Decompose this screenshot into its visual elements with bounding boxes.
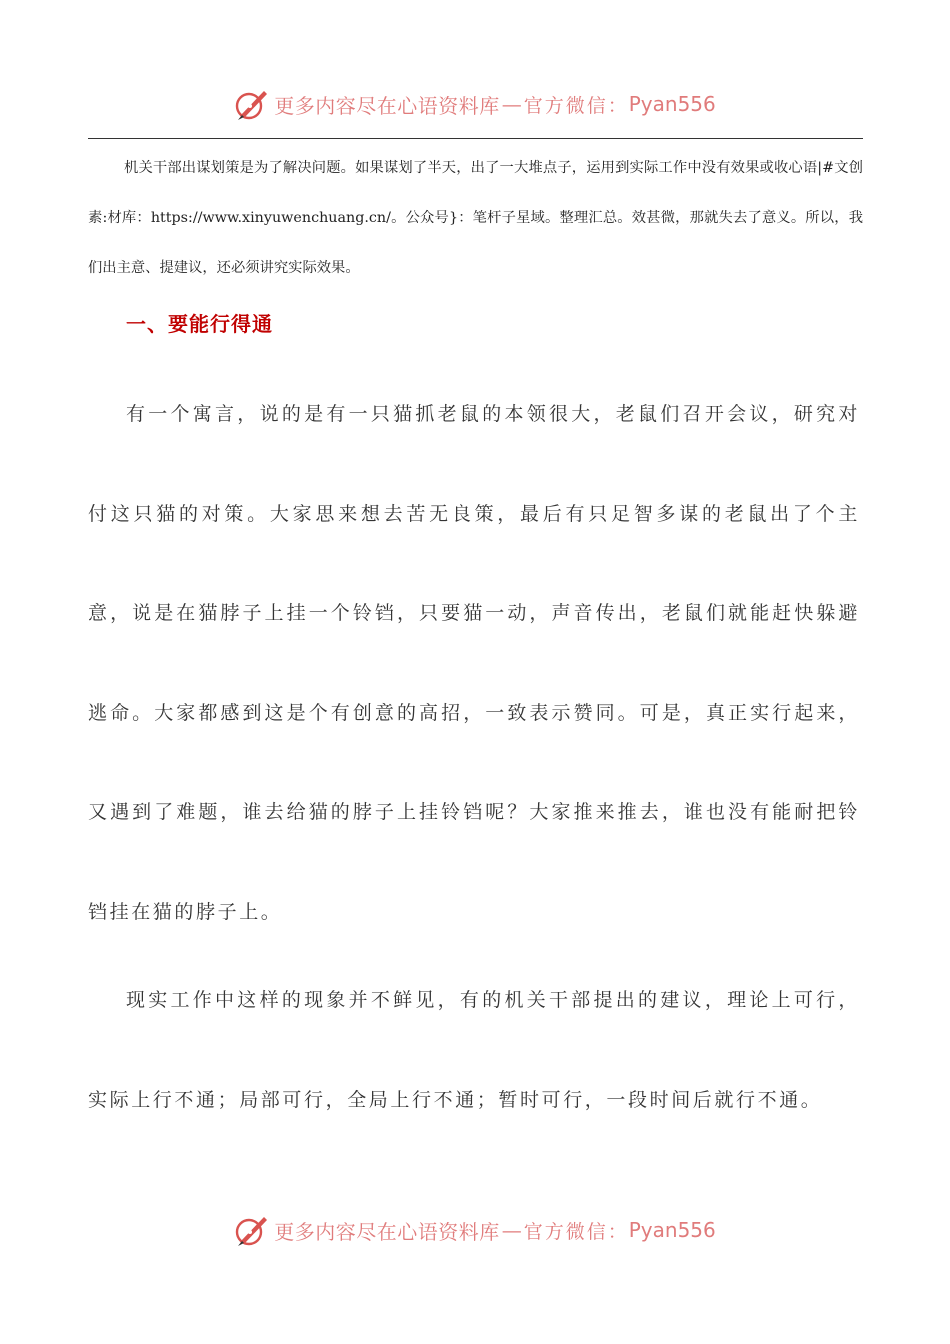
banner-separator: — [501,92,522,116]
header-divider [88,138,863,139]
banner-label: 官方微信： [523,1220,629,1243]
quill-pen-logo-icon [234,87,270,121]
body-paragraph-2: 现实工作中这样的现象并不鲜见，有的机关干部提出的建议，理论上可行，实际上行不通；局部可行，全局上行不通；暂时可行，一段时间后就行不通。 [88,989,860,1111]
banner-wechat-id: Pyan556 [628,1218,716,1242]
banner-wechat-id: Pyan556 [628,92,716,116]
banner-label: 官方微信： [523,94,629,117]
banner-separator: — [501,1218,522,1242]
footer-banner [0,1210,950,1250]
intro-paragraph: 机关干部出谋划策是为了解决问题。如果谋划了半天，出了一大堆点子，运用到实际工作中没有效果或收心语|#文创素:材库：https://www.xinyuwenchuang.cn/。公众号}：笔杆子星域。整理汇总。效甚微，那就失去了意义。所以，我们出主意、提建议，还必须讲究实际效果。 [88,160,863,276]
section-heading: 一、要能行得通 [126,312,273,336]
header-banner [0,84,950,124]
banner-text: 更多内容尽在心语资料库 [274,1219,500,1244]
quill-pen-logo-icon [234,1213,270,1247]
banner-text: 更多内容尽在心语资料库 [274,93,500,118]
body-paragraph-1: 有一个寓言，说的是有一只猫抓老鼠的本领很大，老鼠们召开会议，研究对付这只猫的对策。大家思来想去苦无良策，最后有只足智多谋的老鼠出了个主意，说是在猫脖子上挂一个铃铛，只要猫一动，声音传出，老鼠们就能赶快躲避逃命。大家都感到这是个有创意的高招，一致表示赞同。可是，真正实行起来，又遇到了难题，谁去给猫的脖子上挂铃铛呢？大家推来推去，谁也没有能耐把铃铛挂在猫的脖子上。 [88,403,860,923]
